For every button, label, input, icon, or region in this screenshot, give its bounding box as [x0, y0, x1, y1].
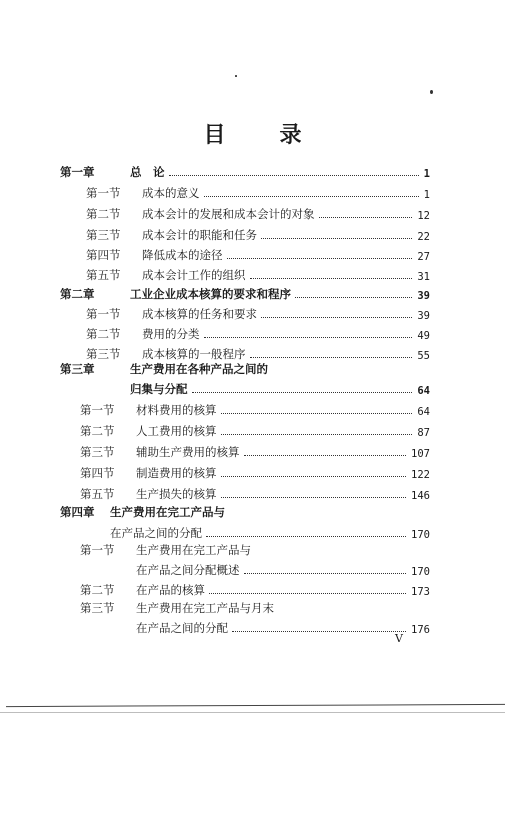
- leader-dots: [319, 217, 413, 218]
- toc-chapter-number: 第四章: [60, 505, 95, 519]
- title-char-right: 录: [279, 123, 302, 148]
- leader-dots: [261, 317, 412, 318]
- leader-dots: [244, 573, 407, 574]
- toc-section[interactable]: [80, 398, 430, 418]
- toc-page-number: 55: [417, 350, 430, 362]
- toc-section-title: 成本会计的职能和任务: [142, 228, 257, 242]
- toc-section[interactable]: [80, 482, 430, 502]
- toc-page-number: 107: [411, 448, 430, 460]
- toc-chapter-number: 第二章: [60, 287, 95, 301]
- toc-chapter-4[interactable]: [60, 500, 225, 520]
- toc-page-number: 27: [417, 251, 430, 263]
- toc-section-title: 成本会计工作的组织: [142, 268, 246, 282]
- toc-section-title: 成本会计的发展和成本会计的对象: [142, 207, 315, 221]
- toc-section-number: 第一节: [80, 543, 115, 557]
- toc-section-number: 第四节: [86, 248, 121, 262]
- toc-section-number: 第三节: [80, 601, 115, 615]
- leader-dots: [250, 278, 413, 279]
- toc-section-number: 第五节: [86, 268, 121, 282]
- toc-chapter-number: 第一章: [60, 165, 95, 179]
- toc-section-number: 第二节: [86, 327, 121, 341]
- leader-dots: [221, 434, 413, 435]
- scan-edge-shadow: [0, 712, 505, 713]
- leader-dots: [221, 413, 413, 414]
- toc-chapter-title: 生产费用在各种产品之间的: [130, 362, 268, 376]
- toc-page-number: 39: [417, 290, 430, 302]
- leader-dots: [209, 593, 406, 594]
- toc-section[interactable]: [80, 440, 430, 460]
- toc-page-number: 170: [411, 529, 430, 541]
- toc-page-number: 64: [417, 385, 430, 397]
- scan-speck: [235, 75, 237, 77]
- leader-dots: [250, 357, 413, 358]
- toc-section-cont[interactable]: [136, 616, 430, 636]
- toc-section-title: 降低成本的途径: [142, 248, 223, 262]
- toc-section[interactable]: [80, 419, 430, 439]
- toc-section-number: 第一节: [86, 186, 121, 200]
- toc-page-number: 22: [417, 231, 430, 243]
- toc-section-title: 制造费用的核算: [136, 466, 217, 480]
- toc-section-number: 第一节: [86, 307, 121, 321]
- toc-chapter-1[interactable]: [60, 160, 430, 180]
- toc-section-title: 生产费用在完工产品与: [136, 543, 251, 557]
- toc-chapter-title: 工业企业成本核算的要求和程序: [130, 287, 291, 301]
- toc-section-title: 成本核算的任务和要求: [142, 307, 257, 321]
- toc-page-number: 1: [423, 189, 430, 201]
- toc-section[interactable]: [80, 596, 274, 616]
- toc-section-number: 第二节: [80, 583, 115, 597]
- toc-section-title: 材料费用的核算: [136, 403, 217, 417]
- toc-section-number: 第二节: [80, 424, 115, 438]
- toc-page-number: 146: [411, 490, 430, 502]
- title-char-left: 目: [203, 123, 226, 148]
- scan-speck: [430, 90, 433, 94]
- toc-section-title-cont: 在产品之间的分配: [136, 621, 228, 635]
- toc-section[interactable]: [86, 202, 430, 222]
- toc-section-title: 费用的分类: [142, 327, 200, 341]
- toc-page-number: 39: [417, 310, 430, 322]
- leader-dots: [204, 337, 413, 338]
- toc-page-number: 170: [411, 566, 430, 578]
- toc-section[interactable]: [80, 578, 430, 598]
- toc-page-number: 122: [411, 469, 430, 481]
- toc-section-number: 第三节: [86, 228, 121, 242]
- leader-dots: [232, 631, 406, 632]
- leader-dots: [192, 392, 413, 393]
- toc-chapter-3[interactable]: [60, 357, 268, 377]
- toc-page-number: 31: [417, 271, 430, 283]
- toc-section[interactable]: [86, 302, 430, 322]
- toc-page-number: 87: [417, 427, 430, 439]
- toc-chapter-3-cont[interactable]: [130, 377, 430, 397]
- toc-page-number: 64: [417, 406, 430, 418]
- toc-section-title: 成本核算的一般程序: [142, 347, 246, 361]
- toc-section[interactable]: [80, 538, 251, 558]
- leader-dots: [244, 455, 407, 456]
- toc-section[interactable]: [86, 181, 430, 201]
- toc-section[interactable]: [86, 322, 430, 342]
- leader-dots: [261, 238, 412, 239]
- toc-section-number: 第三节: [80, 445, 115, 459]
- toc-chapter-title: 生产费用在完工产品与: [110, 505, 225, 519]
- toc-section-title: 在产品的核算: [136, 583, 205, 597]
- leader-dots: [295, 297, 412, 298]
- toc-section-title: 辅助生产费用的核算: [136, 445, 240, 459]
- toc-section-title: 人工费用的核算: [136, 424, 217, 438]
- toc-page-number: 173: [411, 586, 430, 598]
- leader-dots: [227, 258, 413, 259]
- leader-dots: [169, 175, 419, 176]
- leader-dots: [221, 476, 407, 477]
- toc-chapter-title-cont: 归集与分配: [130, 382, 188, 396]
- toc-section[interactable]: [86, 243, 430, 263]
- toc-page-number: 176: [411, 624, 430, 636]
- toc-section-title: 生产损失的核算: [136, 487, 217, 501]
- toc-section[interactable]: [86, 223, 430, 243]
- toc-section-number: 第三节: [86, 347, 121, 361]
- toc-chapter-title: 总 论: [130, 165, 165, 179]
- leader-dots: [206, 536, 406, 537]
- toc-page-number: 12: [417, 210, 430, 222]
- toc-section-title: 成本的意义: [142, 186, 200, 200]
- toc-page-number: 49: [417, 330, 430, 342]
- toc-section-cont[interactable]: [136, 558, 430, 578]
- toc-section-number: 第五节: [80, 487, 115, 501]
- toc-section-number: 第二节: [86, 207, 121, 221]
- leader-dots: [221, 497, 407, 498]
- toc-chapter-title-cont: 在产品之间的分配: [110, 526, 202, 540]
- toc-section-title-cont: 在产品之间分配概述: [136, 563, 240, 577]
- leader-dots: [204, 196, 419, 197]
- toc-section-title: 生产费用在完工产品与月末: [136, 601, 274, 615]
- toc-section[interactable]: [80, 461, 430, 481]
- toc-page-number: 1: [423, 168, 430, 180]
- toc-section[interactable]: [86, 263, 430, 283]
- page-number: V: [395, 632, 403, 645]
- toc-section-number: 第一节: [80, 403, 115, 417]
- toc-chapter-2[interactable]: [60, 282, 430, 302]
- toc-chapter-number: 第三章: [60, 362, 95, 376]
- toc-section-number: 第四节: [80, 466, 115, 480]
